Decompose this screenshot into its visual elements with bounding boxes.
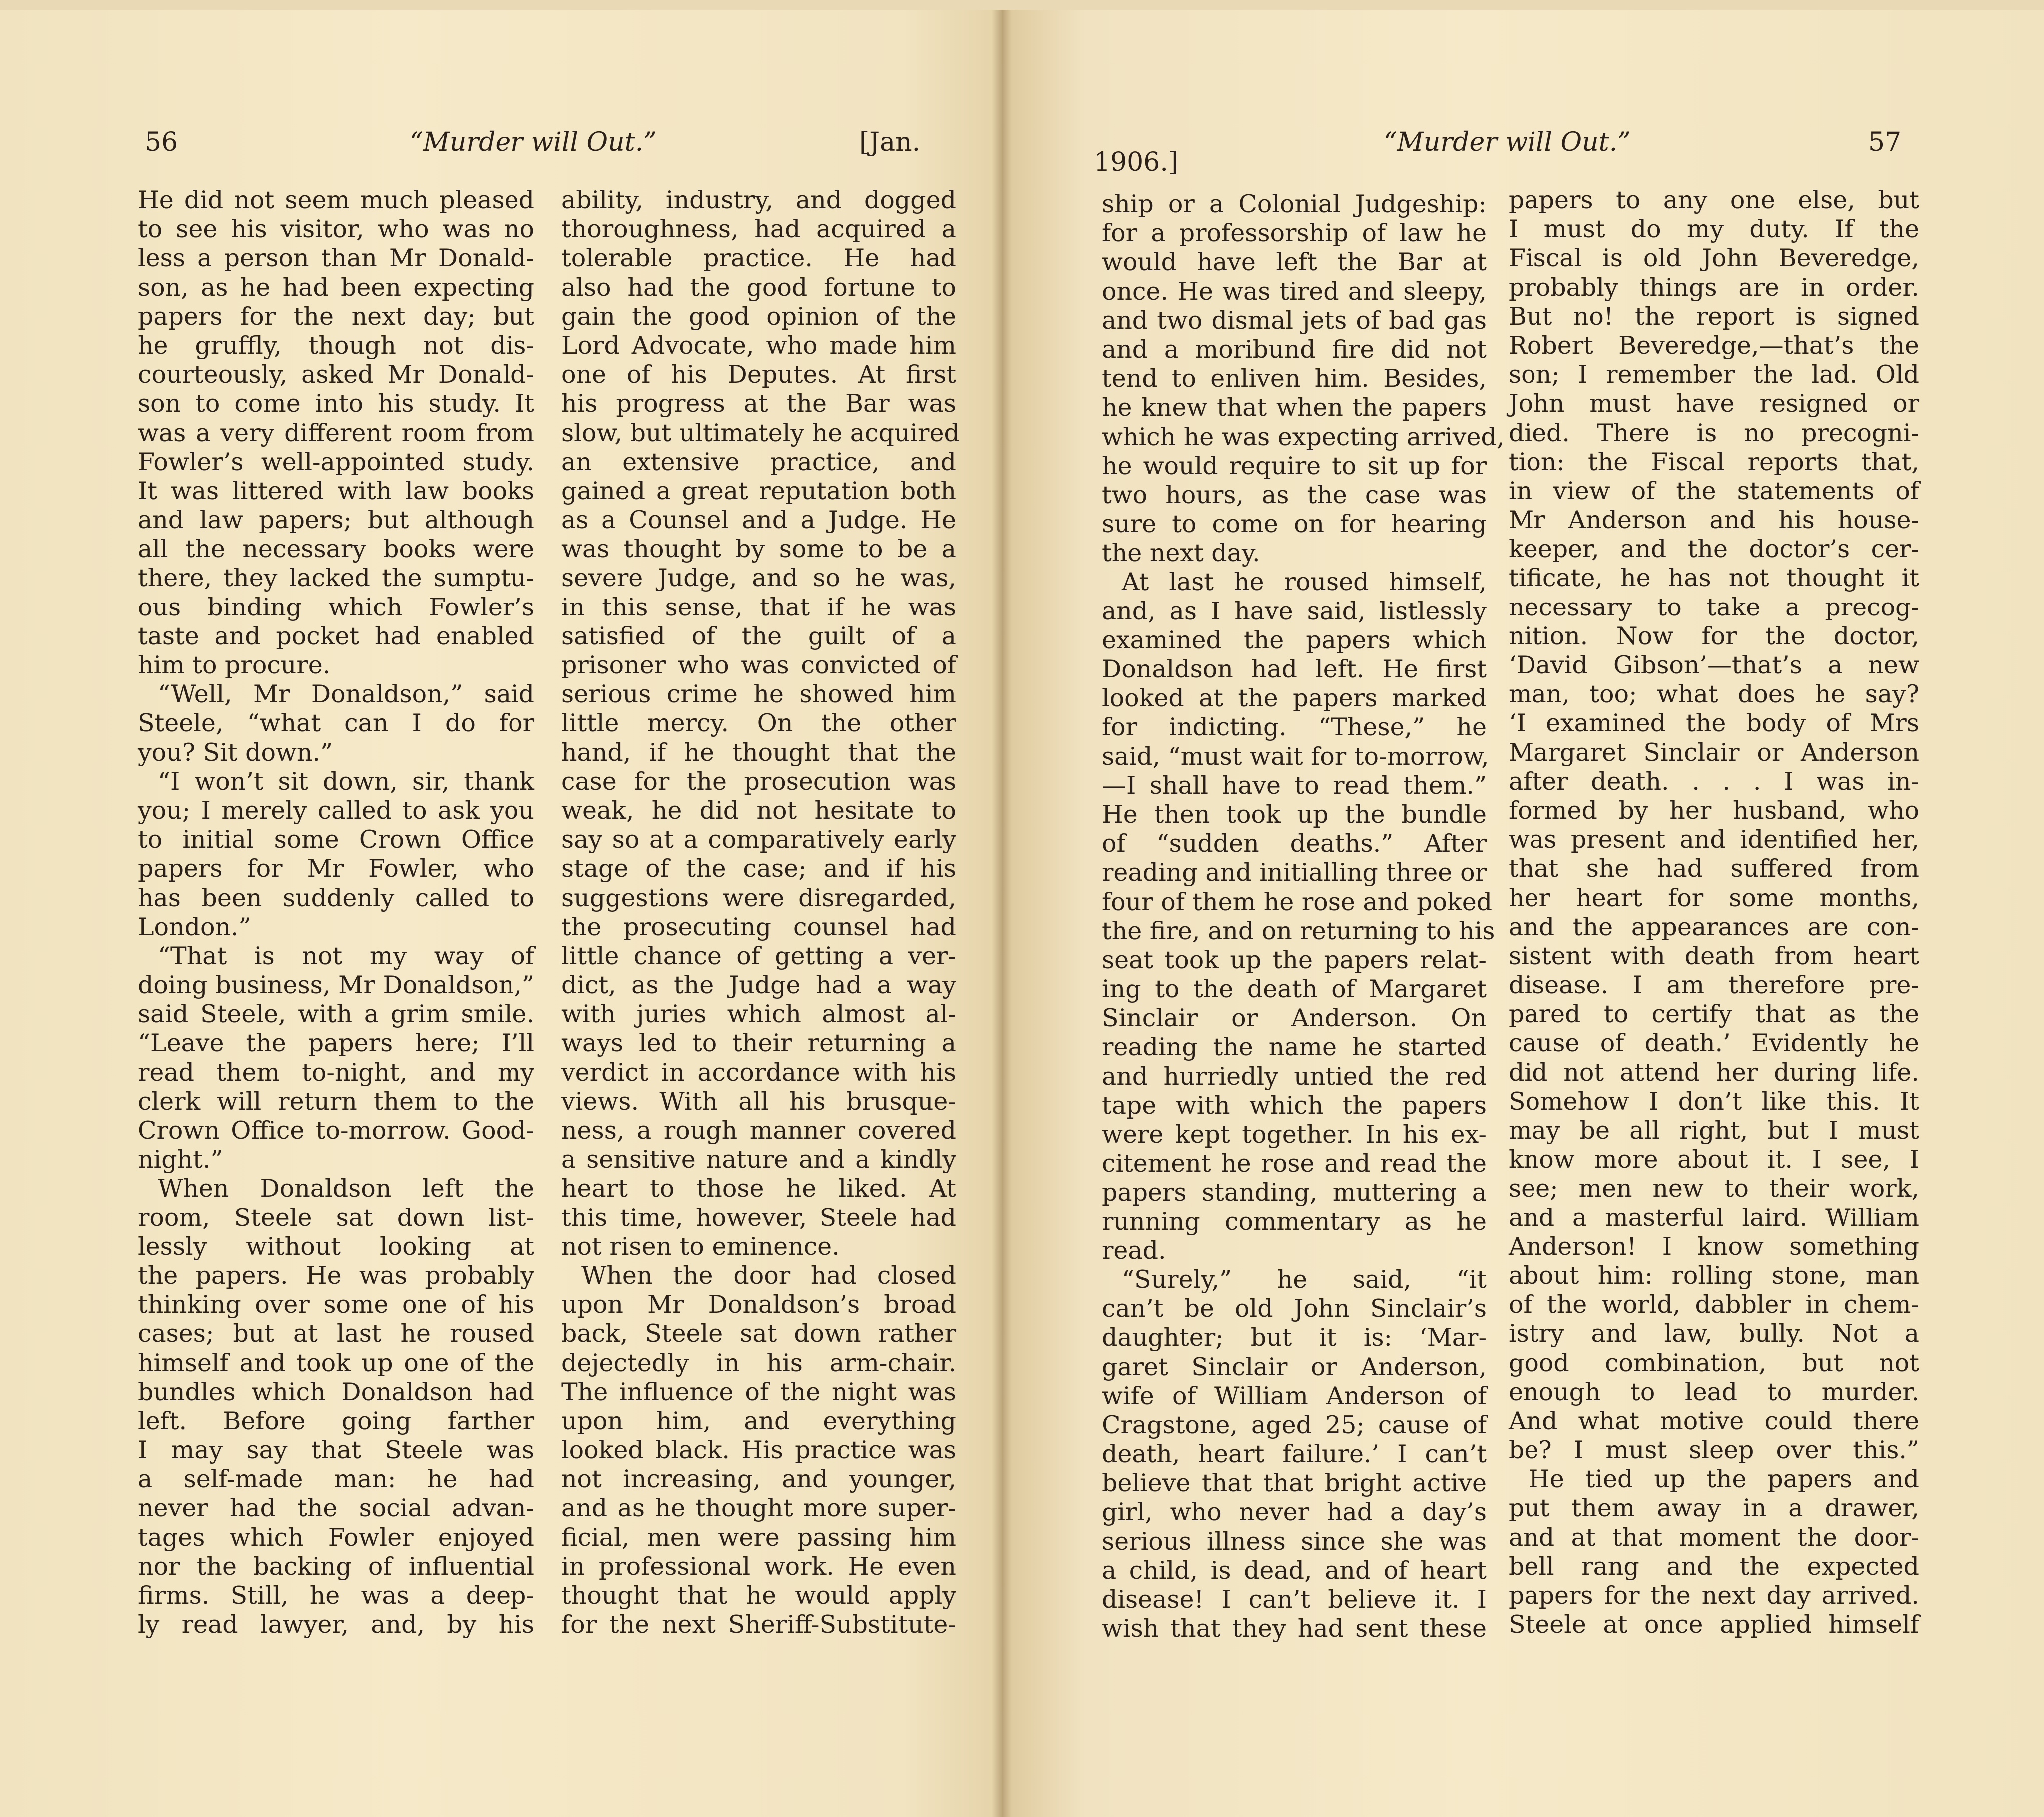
text-line: I may say that Steele was	[138, 1436, 534, 1465]
text-line: him to procure.	[138, 651, 331, 679]
text-line: slow, but ultimately he acquired	[561, 418, 960, 447]
text-column-2	[561, 186, 960, 1639]
text-line: there, they lacked the sumptu-	[138, 564, 534, 593]
page-number-left: 56	[145, 127, 178, 157]
text-line: sure to come on for hearing	[1102, 510, 1487, 539]
text-line: and two dismal jets of bad gas	[1102, 306, 1487, 335]
text-line: ship or a Colonial Judgeship:	[1102, 190, 1487, 218]
text-line: necessary to take a precog-	[1509, 593, 1919, 621]
text-line: ly read lawyer, and, by his	[138, 1610, 534, 1639]
text-line: running commentary as he	[1102, 1207, 1487, 1236]
text-line: himself and took up one of the	[138, 1348, 534, 1377]
text-line: case for the prosecution was	[561, 767, 956, 796]
text-line: of “sudden deaths.” After	[1102, 829, 1487, 858]
text-line: you; I merely called to ask you	[138, 796, 534, 825]
text-line: firms. Still, he was a deep-	[138, 1581, 534, 1610]
text-line: stage of the case; and if his	[561, 854, 956, 883]
text-line: “That is not my way of	[158, 941, 534, 970]
text-line: the next day.	[1102, 539, 1260, 568]
text-line: wife of William Anderson of	[1102, 1381, 1487, 1410]
text-line: Fiscal is old John Beveredge,	[1509, 244, 1919, 273]
text-line: two hours, as the case was	[1102, 480, 1487, 509]
text-line: wish that they had sent these	[1102, 1614, 1487, 1643]
text-line: ficial, men were passing him	[561, 1523, 956, 1552]
text-line: reading and initialling three or	[1102, 858, 1487, 887]
text-line: taste and pocket had enabled	[138, 621, 534, 650]
text-line: istry and law, bully. Not a	[1509, 1319, 1919, 1348]
text-line: enough to lead to murder.	[1509, 1377, 1919, 1406]
text-line: looked at the papers marked	[1102, 684, 1487, 713]
text-line: which he was expecting arrived,	[1102, 422, 1505, 451]
text-line: heart to those he liked. At	[561, 1174, 956, 1203]
text-line: in view of the statements of	[1509, 476, 1919, 505]
text-line: thinking over some one of his	[138, 1290, 534, 1319]
text-line: and, as I have said, listlessly	[1102, 597, 1487, 625]
text-line: this time, however, Steele had	[561, 1203, 956, 1232]
text-line: pared to certify that as the	[1509, 1000, 1919, 1029]
text-line: When Donaldson left the	[158, 1174, 534, 1203]
text-line: night.”	[138, 1145, 223, 1174]
text-line: —I shall have to read them.”	[1102, 771, 1487, 800]
text-line: Donaldson had left. He first	[1102, 655, 1487, 683]
text-line: Mr Anderson and his house-	[1509, 506, 1919, 535]
text-line: Crown Office to-morrow. Good-	[138, 1116, 534, 1145]
text-line: Margaret Sinclair or Anderson	[1509, 738, 1919, 767]
book-gutter	[992, 10, 1012, 1817]
text-line: one of his Deputes. At first	[561, 360, 956, 389]
text-line: for a professorship of law he	[1102, 219, 1487, 248]
text-line: upon Mr Donaldson’s broad	[561, 1290, 956, 1319]
text-line: papers to any one else, but	[1509, 186, 1919, 214]
text-line: prisoner who was convicted of	[561, 651, 956, 679]
text-line: He then took up the bundle	[1102, 800, 1487, 829]
text-line: once. He was tired and sleepy,	[1102, 277, 1487, 306]
text-line: daughter; but it is: ‘Mar-	[1102, 1323, 1487, 1352]
text-line: four of them he rose and poked	[1102, 887, 1493, 916]
text-line: died. There is no precogni-	[1509, 418, 1919, 447]
text-line: to see his visitor, who was no	[138, 215, 534, 244]
text-line: clerk will return them to the	[138, 1087, 534, 1116]
text-line: lessly without looking at	[138, 1232, 534, 1261]
text-line: girl, who never had a day’s	[1102, 1498, 1487, 1527]
text-line: not increasing, and younger,	[561, 1465, 956, 1494]
section-mark-left: [Jan.	[859, 127, 921, 157]
text-line: The influence of the night was	[561, 1377, 956, 1406]
text-line: was present and identified her,	[1509, 825, 1919, 854]
text-line: suggestions were disregarded,	[561, 883, 956, 912]
text-line: cases; but at last he roused	[138, 1319, 534, 1348]
text-line: a child, is dead, and of heart	[1102, 1556, 1487, 1585]
text-line: hand, if he thought that the	[561, 738, 956, 767]
text-line: in professional work. He even	[561, 1552, 956, 1581]
text-line: of the world, dabbler in chem-	[1509, 1290, 1919, 1319]
text-line: say so at a comparatively early	[561, 825, 956, 854]
text-line: disease. I am therefore pre-	[1509, 971, 1919, 1000]
text-line: ous binding which Fowler’s	[138, 593, 534, 621]
text-line: also had the good fortune to	[561, 273, 956, 302]
text-line: as a Counsel and a Judge. He	[561, 506, 956, 535]
text-line: all the necessary books were	[138, 535, 534, 564]
text-line: were kept together. In his ex-	[1102, 1120, 1487, 1149]
text-line: views. With all his brusque-	[561, 1087, 956, 1116]
text-line: courteously, asked Mr Donald-	[138, 360, 534, 389]
text-line: tages which Fowler enjoyed	[138, 1523, 534, 1552]
text-line: ness, a rough manner covered	[561, 1116, 956, 1145]
text-line: an extensive practice, and	[561, 447, 956, 476]
text-line: would have left the Bar at	[1102, 248, 1487, 277]
text-line: never had the social advan-	[138, 1494, 534, 1523]
text-line: cause of death.’ Evidently he	[1509, 1029, 1919, 1058]
text-line: sistent with death from heart	[1509, 941, 1919, 970]
text-line: papers for the next day; but	[138, 302, 534, 331]
text-line: citement he rose and read the	[1102, 1149, 1487, 1178]
text-line: tolerable practice. He had	[561, 244, 956, 273]
text-line: may be all right, but I must	[1509, 1116, 1919, 1145]
text-line: dejectedly in his arm-chair.	[561, 1348, 956, 1377]
text-line: and a moribund fire did not	[1102, 335, 1487, 364]
text-line: he gruffly, though not dis-	[138, 331, 534, 360]
text-line: examined the papers which	[1102, 625, 1487, 654]
text-line: verdict in accordance with his	[561, 1058, 956, 1087]
text-line: thoroughness, had acquired a	[561, 215, 956, 244]
text-line: It was littered with law books	[138, 476, 534, 505]
text-line: nor the backing of influential	[138, 1552, 534, 1581]
text-line: believe that that bright active	[1102, 1469, 1487, 1498]
text-line: Robert Beveredge,—that’s the	[1509, 331, 1919, 360]
text-line: was thought by some to be a	[561, 535, 956, 564]
text-line: But no! the report is signed	[1509, 302, 1919, 331]
text-line: John must have resigned or	[1509, 389, 1919, 418]
text-line: son, as he had been expecting	[138, 273, 534, 302]
running-title-right: “Murder will Out.”	[1384, 127, 1631, 157]
text-line: said, “must wait for to-morrow,	[1102, 742, 1489, 771]
text-line: tion: the Fiscal reports that,	[1509, 447, 1919, 476]
text-line: Somehow I don’t like this. It	[1509, 1087, 1919, 1116]
text-line: and a masterful laird. William	[1509, 1203, 1919, 1232]
text-line: less a person than Mr Donald-	[138, 244, 534, 273]
text-line: be? I must sleep over this.”	[1509, 1436, 1919, 1465]
text-line: satisfied of the guilt of a	[561, 621, 956, 650]
text-line: I must do my duty. If the	[1509, 215, 1919, 244]
text-line: know more about it. I see, I	[1509, 1145, 1919, 1174]
text-line: he would require to sit up for	[1102, 451, 1487, 480]
text-line: see; men new to their work,	[1509, 1174, 1919, 1203]
running-title-left: “Murder will Out.”	[410, 127, 657, 157]
text-line: seat took up the papers relat-	[1102, 945, 1487, 974]
text-line: At last he roused himself,	[1122, 568, 1487, 597]
text-line: back, Steele sat down rather	[561, 1319, 956, 1348]
text-line: Steele, “what can I do for	[138, 709, 534, 738]
text-line: ways led to their returning a	[561, 1029, 956, 1058]
text-line: was a very different room from	[138, 418, 534, 447]
text-line: reading the name he started	[1102, 1033, 1487, 1062]
text-line: ‘David Gibson’—that’s a new	[1509, 651, 1919, 679]
text-line: ability, industry, and dogged	[561, 186, 956, 214]
text-line: Sinclair or Anderson. On	[1102, 1004, 1487, 1033]
text-line: and hurriedly untied the red	[1102, 1062, 1487, 1091]
text-line: bundles which Donaldson had	[138, 1377, 534, 1406]
text-line: formed by her husband, who	[1509, 796, 1919, 825]
text-line: the prosecuting counsel had	[561, 912, 956, 941]
text-line: left. Before going farther	[138, 1406, 534, 1435]
text-line: son to come into his study. It	[138, 389, 534, 418]
text-line: Fowler’s well-appointed study.	[138, 447, 534, 476]
text-column-1	[138, 186, 534, 1639]
text-line: Lord Advocate, who made him	[561, 331, 956, 360]
text-line: severe Judge, and so he was,	[561, 564, 956, 593]
text-line: papers standing, muttering a	[1102, 1178, 1487, 1207]
text-line: said Steele, with a grim smile.	[138, 1000, 534, 1029]
text-line: papers for the next day arrived.	[1509, 1581, 1919, 1610]
text-line: Steele at once applied himself	[1509, 1610, 1919, 1639]
text-line: serious crime he showed him	[561, 680, 956, 709]
text-line: read.	[1102, 1236, 1166, 1265]
text-line: doing business, Mr Donaldson,”	[138, 971, 534, 1000]
text-line: tend to enliven him. Besides,	[1102, 364, 1487, 393]
section-mark-right: 1906.]	[1094, 147, 1179, 177]
text-line: put them away in a drawer,	[1509, 1494, 1919, 1523]
text-line: keeper, and the doctor’s cer-	[1509, 535, 1919, 564]
text-line: to initial some Crown Office	[138, 825, 534, 854]
text-line: son; I remember the lad. Old	[1509, 360, 1919, 389]
text-line: London.”	[138, 912, 251, 941]
text-line: Anderson! I know something	[1509, 1232, 1919, 1261]
text-line: that she had suffered from	[1509, 854, 1919, 883]
text-line: nition. Now for the doctor,	[1509, 621, 1919, 650]
text-column-4	[1509, 186, 1919, 1639]
text-line: bell rang and the expected	[1509, 1552, 1919, 1581]
text-line: garet Sinclair or Anderson,	[1102, 1352, 1487, 1381]
text-line: dict, as the Judge had a way	[561, 971, 956, 1000]
text-line: He tied up the papers and	[1529, 1465, 1919, 1494]
text-line: and at that moment the door-	[1509, 1523, 1919, 1552]
text-line: the fire, and on returning to his	[1102, 916, 1495, 945]
text-line: you? Sit down.”	[138, 738, 333, 767]
text-line: a self-made man: he had	[138, 1465, 534, 1494]
text-line: about him: rolling stone, man	[1509, 1261, 1919, 1290]
text-line: did not attend her during life.	[1509, 1058, 1919, 1087]
text-line: tape with which the papers	[1102, 1091, 1487, 1120]
text-line: with juries which almost al-	[561, 1000, 956, 1029]
text-line: weak, he did not hesitate to	[561, 796, 956, 825]
text-line: tificate, he has not thought it	[1509, 564, 1919, 593]
text-line: gained a great reputation both	[561, 476, 956, 505]
text-line: “I won’t sit down, sir, thank	[158, 767, 534, 796]
text-line: “Surely,” he said, “it	[1122, 1265, 1487, 1294]
text-line: little chance of getting a ver-	[561, 941, 956, 970]
text-line: good combination, but not	[1509, 1348, 1919, 1377]
text-line: Cragstone, aged 25; cause of	[1102, 1410, 1487, 1439]
text-line: after death. . . . I was in-	[1509, 767, 1919, 796]
text-line: in this sense, that if he was	[561, 593, 956, 621]
text-line: not risen to eminence.	[561, 1232, 840, 1261]
text-line: little mercy. On the other	[561, 709, 956, 738]
text-line: looked black. His practice was	[561, 1436, 956, 1465]
text-line: ing to the death of Margaret	[1102, 975, 1487, 1004]
text-line: can’t be old John Sinclair’s	[1102, 1294, 1487, 1323]
text-line: “Well, Mr Donaldson,” said	[158, 680, 534, 709]
text-column-3	[1102, 190, 1505, 1643]
text-line: a sensitive nature and a kindly	[561, 1145, 956, 1174]
text-line: read them to-night, and my	[138, 1058, 534, 1087]
text-line: his progress at the Bar was	[561, 389, 956, 418]
text-line: her heart for some months,	[1509, 883, 1919, 912]
text-line: death, heart failure.’ I can’t	[1102, 1440, 1487, 1469]
text-line: ‘I examined the body of Mrs	[1509, 709, 1919, 738]
text-line: thought that he would apply	[561, 1581, 956, 1610]
text-line: upon him, and everything	[561, 1406, 956, 1435]
text-line: “Leave the papers here; I’ll	[138, 1029, 534, 1058]
text-line: he knew that when the papers	[1102, 393, 1487, 422]
text-line: has been suddenly called to	[138, 883, 534, 912]
text-line: for the next Sheriff-Substitute-	[561, 1610, 956, 1639]
text-line: gain the good opinion of the	[561, 302, 956, 331]
text-line: and the appearances are con-	[1509, 912, 1919, 941]
text-line: the papers. He was probably	[138, 1261, 534, 1290]
text-line: When the door had closed	[581, 1261, 956, 1290]
text-line: and law papers; but although	[138, 506, 534, 535]
text-line: room, Steele sat down list-	[138, 1203, 534, 1232]
page-number-right: 57	[1868, 127, 1902, 157]
text-line: and as he thought more super-	[561, 1494, 956, 1523]
text-line: probably things are in order.	[1509, 273, 1919, 302]
text-line: And what motive could there	[1509, 1406, 1919, 1435]
text-line: for indicting. “These,” he	[1102, 713, 1487, 742]
text-line: papers for Mr Fowler, who	[138, 854, 534, 883]
text-line: serious illness since she was	[1102, 1527, 1487, 1556]
text-line: disease! I can’t believe it. I	[1102, 1585, 1487, 1614]
text-line: man, too; what does he say?	[1509, 680, 1919, 709]
text-line: He did not seem much pleased	[138, 186, 534, 214]
